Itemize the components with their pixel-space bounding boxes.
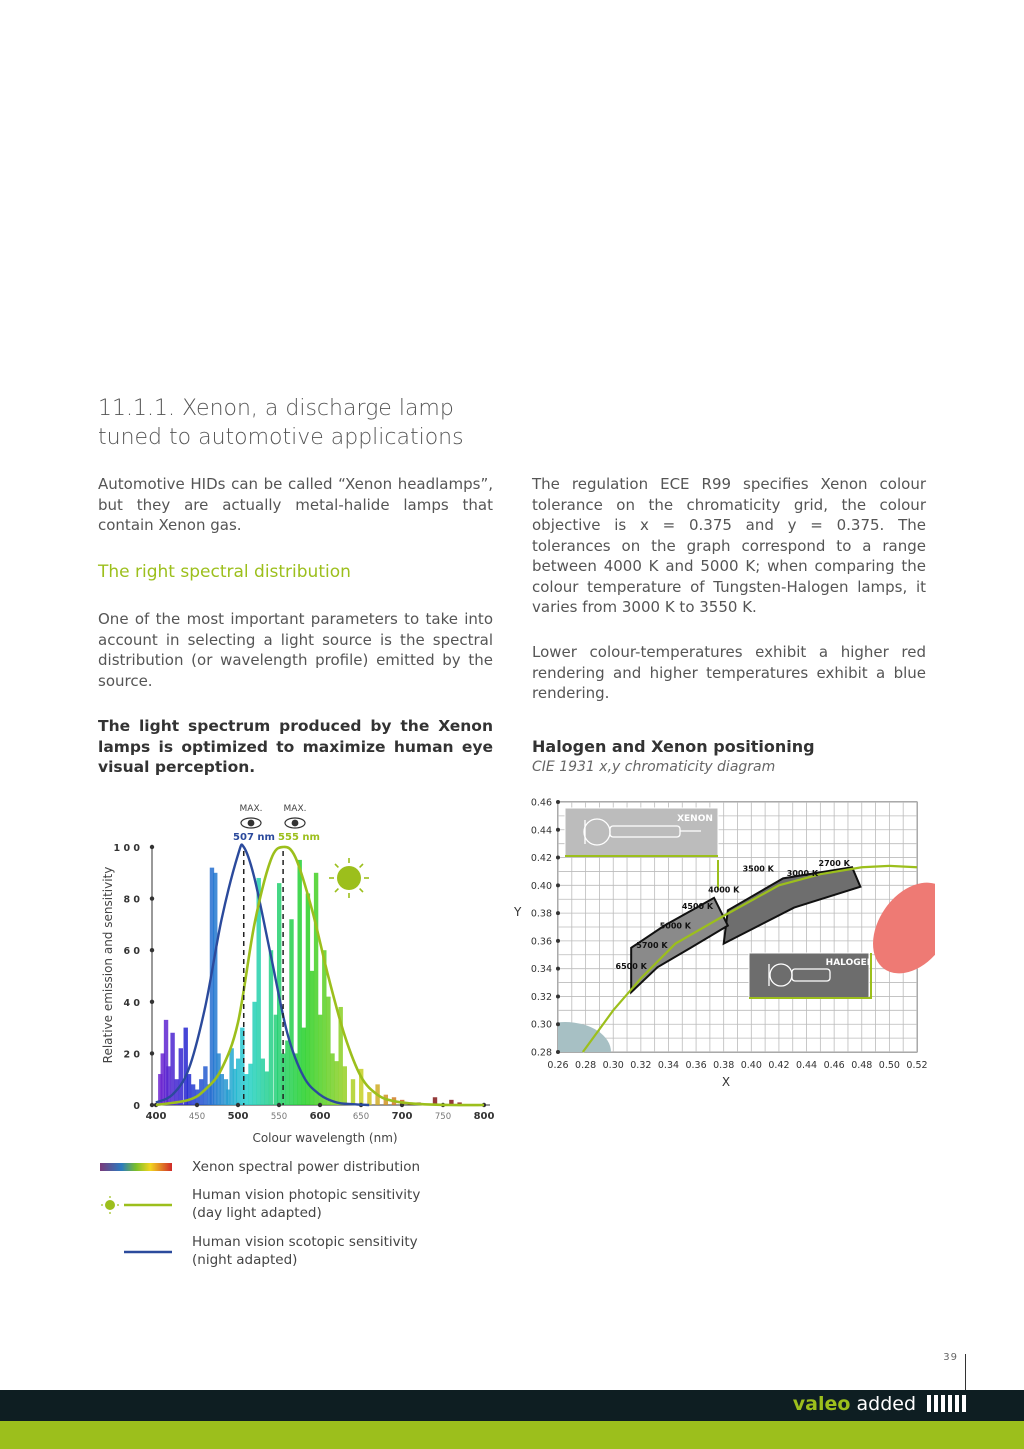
x-tick-label: 0.34: [657, 1060, 680, 1071]
temperature-label: 5000 K: [659, 921, 691, 931]
brand-name: valeo: [792, 1393, 851, 1415]
chart-subtitle: CIE 1931 x,y chromaticity diagram: [532, 759, 776, 775]
legend-photopic-label-1: Human vision photopic sensitivity: [192, 1187, 421, 1203]
x-tick-label: 600: [309, 1111, 331, 1122]
chart-title: Halogen and Xenon positioning: [532, 737, 815, 756]
y-tick-label: 0.30: [530, 1019, 552, 1031]
x-tick-label: 0.44: [795, 1060, 818, 1071]
brand-logo: [793, 1393, 966, 1415]
y-tick-mark: [556, 1050, 560, 1054]
brand-bars-icon: [924, 1393, 966, 1415]
x-tick-label: 800: [473, 1111, 495, 1122]
page-number-rule: [965, 1354, 966, 1390]
temperature-label: 3500 K: [742, 864, 774, 874]
footer-green-band: [0, 1421, 1024, 1449]
y-tick-mark: [150, 948, 154, 952]
temperature-label: 2700 K: [818, 859, 850, 869]
legend-scotopic: [100, 1233, 460, 1273]
y-tick-label: 0.40: [530, 880, 552, 892]
y-tick-label: 0: [133, 1101, 140, 1112]
sun-icon: [329, 858, 369, 898]
spectrum-bar: [236, 1059, 240, 1105]
brand-word: added: [856, 1393, 916, 1415]
eye-icon: [241, 818, 261, 828]
spectrum-bar: [220, 1074, 224, 1105]
spectrum-bar: [248, 1064, 252, 1105]
x-axis-label: X: [721, 1075, 731, 1089]
xenon-box-label: XENON: [677, 814, 713, 824]
y-tick-label: 0.28: [530, 1047, 552, 1059]
highlight-paragraph: The light spectrum produced by the Xenon lamps is optimized to maximize human eye visual perception.: [98, 717, 493, 776]
x-tick-label: 0.30: [602, 1060, 624, 1071]
spectrum-bar: [289, 919, 293, 1105]
spectral-paragraph: One of the most important parameters to take into account in selecting a light source is the spectral distribution (or wavelength profile) emitted by the source.: [98, 610, 493, 690]
spectrum-bar: [252, 1002, 256, 1105]
legend-photopic: [100, 1186, 460, 1226]
eye-icon: [285, 818, 305, 828]
max-label-2: MAX.: [283, 804, 307, 814]
spectrum-bar: [203, 1066, 207, 1105]
halogen-box-label: HALOGEN: [825, 958, 875, 968]
max-label-1: MAX.: [239, 804, 263, 814]
spectrum-bar: [302, 1028, 306, 1105]
x-tick-label: 0.40: [740, 1060, 762, 1071]
y-tick-label: 0.42: [530, 853, 552, 865]
y-tick-mark: [556, 828, 560, 832]
spectrum-bar: [351, 1079, 355, 1105]
x-tick-mark: [195, 1103, 199, 1107]
x-tick-label: 0.48: [851, 1060, 873, 1071]
x-tick-label: 650: [352, 1112, 370, 1122]
x-tick-label: 0.26: [547, 1060, 569, 1071]
scotopic-swatch: [100, 1241, 172, 1263]
chromaticity-chart: [505, 790, 935, 1095]
x-tick-label: 0.46: [823, 1060, 845, 1071]
sun-icon: [101, 1196, 119, 1214]
intro-paragraph: Automotive HIDs can be called “Xenon headlamps”, but they are actually metal-halide lamps that contain Xenon gas.: [98, 475, 493, 534]
x-tick-label: 0.42: [768, 1060, 790, 1071]
y-tick-label: 4 0: [123, 997, 140, 1009]
spectrum-bar: [322, 950, 326, 1105]
x-tick-label: 0.36: [685, 1060, 707, 1071]
y-tick-mark: [556, 994, 560, 998]
x-tick-label: 0.52: [906, 1060, 928, 1071]
spectrum-bar: [343, 1066, 347, 1105]
photopic-peak-value: 555 nm: [278, 832, 320, 843]
x-tick-label: 400: [145, 1111, 167, 1122]
temperature-label: 5700 K: [636, 941, 668, 950]
subheading: The right spectral distribution: [98, 562, 351, 582]
spectrum-swatch: [100, 1161, 172, 1173]
spectrum-bar: [240, 1028, 244, 1105]
y-tick-label: 6 0: [123, 946, 140, 958]
y-tick-label: 0.44: [530, 825, 552, 837]
y-axis-label: Relative emission and sensitivity: [101, 866, 115, 1064]
y-tick-mark: [150, 1051, 154, 1055]
y-tick-mark: [150, 845, 154, 849]
x-tick-label: 450: [188, 1112, 206, 1122]
x-tick-label: 0.32: [630, 1060, 652, 1071]
legend-scotopic-label-1: Human vision scotopic sensitivity: [192, 1234, 418, 1250]
y-tick-label: 0.46: [530, 797, 552, 809]
x-tick-label: 700: [391, 1111, 413, 1122]
y-tick-label: 0.38: [530, 908, 552, 920]
spectrum-bar: [330, 1053, 334, 1105]
spectrum-bar: [179, 1048, 183, 1105]
moon-icon: [102, 1244, 110, 1260]
y-tick-mark: [150, 896, 154, 900]
x-tick-label: 0.28: [575, 1060, 597, 1071]
spectrum-bar: [334, 1061, 338, 1105]
y-tick-mark: [150, 1000, 154, 1004]
temperature-label: 3000 K: [786, 868, 819, 878]
temperature-label: 4500 K: [681, 902, 714, 912]
x-tick-mark: [277, 1103, 281, 1107]
spectrum-bar: [265, 1071, 269, 1105]
section-title: 11.1.1. Xenon, a discharge lamp tuned to automotive applications: [98, 396, 464, 450]
xenon-box: [565, 808, 718, 856]
x-tick-label: 0.50: [878, 1060, 900, 1071]
halogen-box: [749, 953, 874, 998]
y-tick-label: 0.36: [530, 936, 552, 948]
spectrum-bar: [367, 1092, 371, 1105]
x-tick-label: 750: [434, 1112, 452, 1122]
y-tick-label: 1 0 0: [113, 843, 140, 854]
scotopic-peak-value: 507 nm: [233, 832, 275, 843]
spectrum-bar: [306, 893, 310, 1105]
y-tick-mark: [150, 1103, 154, 1107]
y-tick-mark: [556, 1022, 560, 1026]
spectrum-bar: [326, 997, 330, 1105]
spectrum-bar: [318, 1015, 322, 1105]
temperature-label: 4000 K: [708, 885, 740, 895]
y-tick-mark: [556, 800, 560, 804]
y-tick-label: 2 0: [123, 1049, 140, 1061]
legend-scotopic-label-2: (night adapted): [192, 1252, 298, 1268]
y-tick-mark: [556, 856, 560, 860]
temperature-label: 6500 K: [615, 961, 647, 971]
footer-dark-band: [0, 1390, 1024, 1421]
y-axis-label: Y: [514, 905, 522, 919]
spectrum-bar: [269, 950, 273, 1105]
legend-spectral-label: Xenon spectral power distribution: [192, 1159, 421, 1175]
spectrum-bar: [314, 873, 318, 1105]
spectrum-bar: [261, 1059, 265, 1105]
regulation-paragraph: The regulation ECE R99 specifies Xenon colour tolerance on the chromaticity grid, the colour objective is x = 0.375 and y = 0.375. The tolerances on the graph correspond to a range between 4000 K and 5000 K; when comparing the colour temperature of Tungsten-Halogen lamps, it varies from 3000 K to 3550 K.: [532, 475, 926, 616]
legend-photopic-label-2: (day light adapted): [192, 1205, 322, 1221]
y-tick-mark: [556, 883, 560, 887]
spectrum-bar: [285, 1041, 289, 1106]
y-tick-mark: [556, 911, 560, 915]
y-tick-mark: [556, 939, 560, 943]
x-tick-mark: [236, 1103, 240, 1107]
y-tick-label: 8 0: [123, 894, 140, 906]
x-axis-label: Colour wavelength (nm): [252, 1131, 398, 1145]
legend-spectral: [100, 1158, 460, 1178]
x-tick-label: 550: [270, 1112, 288, 1122]
footer: [0, 1390, 1024, 1449]
spectrum-bar: [191, 1084, 195, 1105]
photopic-swatch: [100, 1194, 172, 1216]
temperature-paragraph: Lower colour-temperatures exhibit a higher red rendering and higher temperatures exhibit a blue rendering.: [532, 643, 926, 702]
x-tick-mark: [318, 1103, 322, 1107]
x-tick-label: 500: [227, 1111, 249, 1122]
y-tick-label: 0.34: [530, 964, 552, 976]
spectral-chart: [96, 795, 516, 1155]
y-tick-mark: [556, 967, 560, 971]
y-tick-label: 0.32: [530, 991, 552, 1003]
x-tick-label: 0.38: [713, 1060, 735, 1071]
page-number: 39: [943, 1352, 958, 1363]
spectrum-bar: [244, 1074, 248, 1105]
